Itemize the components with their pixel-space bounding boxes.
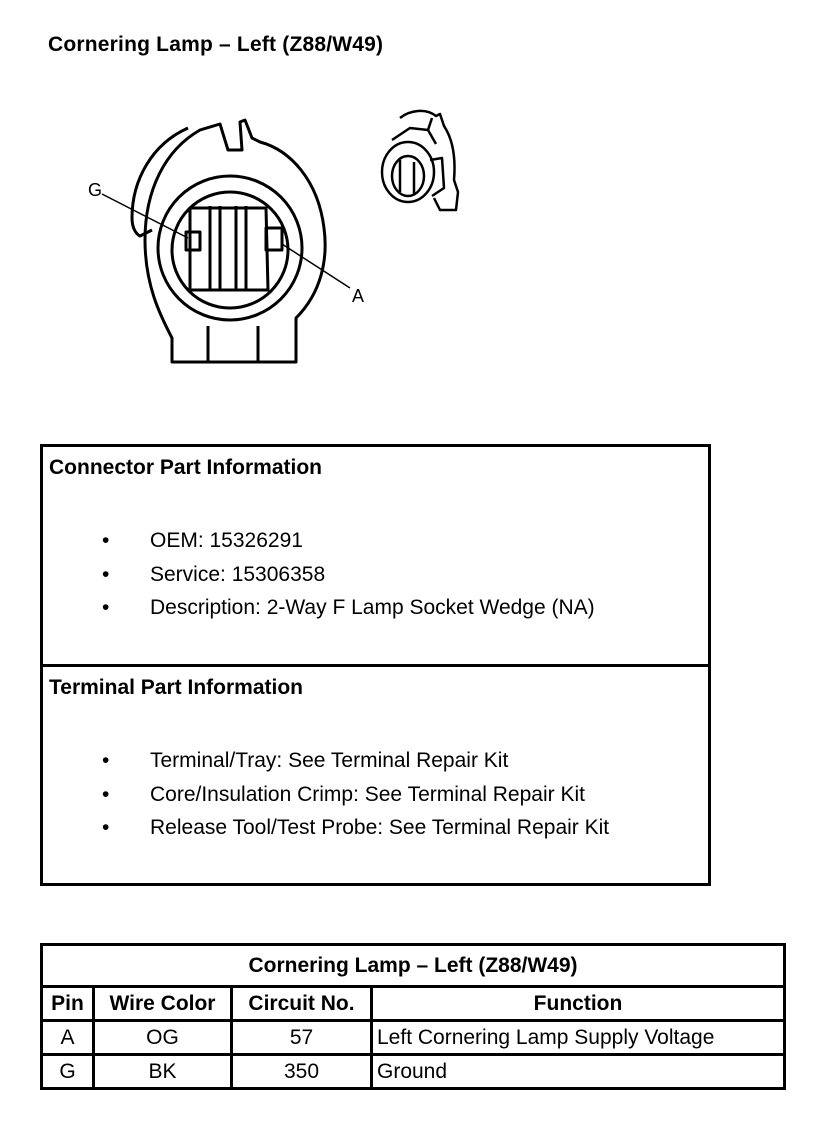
bullet-icon: • (102, 529, 110, 552)
pin-a-label: A (352, 286, 365, 306)
list-item: • Core/Insulation Crimp: See Terminal Repair Kit (49, 778, 708, 812)
pin-cell: A (42, 1021, 94, 1055)
function-cell: Ground (372, 1055, 785, 1089)
pin-function-table (40, 943, 786, 1090)
list-item: • Terminal/Tray: See Terminal Repair Kit (49, 744, 708, 778)
page-title: Cornering Lamp – Left (Z88/W49) (48, 33, 384, 56)
connector-face-diagram (80, 110, 380, 375)
connector-isometric-diagram (370, 100, 470, 220)
terminal-part-information (43, 667, 708, 883)
table-row (42, 1021, 785, 1055)
column-header-circuit-no: Circuit No. (232, 987, 372, 1021)
bullet-icon: • (102, 596, 110, 619)
pin-g-label: G (88, 180, 103, 200)
bullet-icon: • (102, 562, 110, 586)
circuit-no-cell: 350 (232, 1055, 372, 1089)
connector-info-list (49, 524, 708, 625)
column-header-function: Function (372, 987, 785, 1021)
bullet-icon: • (102, 816, 110, 839)
bullet-icon: • (102, 749, 110, 772)
circuit-no-cell: 57 (232, 1021, 372, 1055)
terminal-info-heading: Terminal Part Information (49, 676, 303, 699)
wire-color-cell: OG (94, 1021, 232, 1055)
wire-color-cell: BK (94, 1055, 232, 1089)
list-item: • Description: 2-Way F Lamp Socket Wedge (NA) (49, 591, 708, 625)
table-row (42, 1055, 785, 1089)
table-header-row (42, 987, 785, 1021)
column-header-wire-color: Wire Color (94, 987, 232, 1021)
function-cell: Left Cornering Lamp Supply Voltage (372, 1021, 785, 1055)
column-header-pin: Pin (42, 987, 94, 1021)
list-item: • Service: 15306358 (49, 558, 708, 592)
list-item: • OEM: 15326291 (49, 524, 708, 558)
part-information-box (40, 444, 711, 886)
list-item: • Release Tool/Test Probe: See Terminal Repair Kit (49, 811, 708, 845)
connector-part-information (43, 447, 708, 667)
table-title: Cornering Lamp – Left (Z88/W49) (42, 945, 785, 987)
pin-cell: G (42, 1055, 94, 1089)
terminal-info-list (49, 744, 708, 845)
bullet-icon: • (102, 782, 110, 806)
connector-info-heading: Connector Part Information (49, 456, 323, 479)
